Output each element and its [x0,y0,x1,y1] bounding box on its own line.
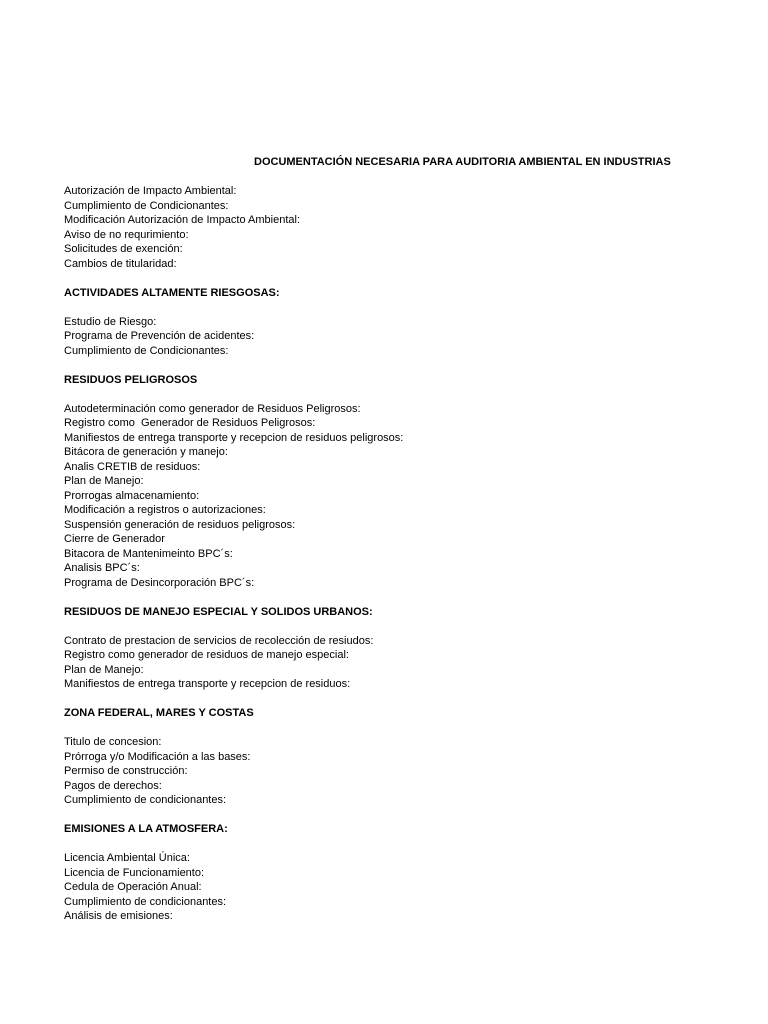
list-item: Cumplimiento de condicionantes: [64,794,227,806]
list-item: Modificación Autorización de Impacto Ambiental: [64,214,301,226]
list-item: Programa de Desincorporación BPC´s: [64,576,255,589]
list-item: Aviso de no requrimiento: [64,228,189,241]
list-item: Pagos de derechos: [64,779,162,792]
list-item: Autodeterminación como generador de Residuos Peligrosos: [64,402,361,415]
list-item: Cumplimiento de Condicionantes: [64,344,229,357]
list-item: Plan de Manejo: [64,663,144,676]
list-item: Permiso de construcción: [64,765,188,777]
list-item: Plan de Manejo: [64,475,144,487]
list-item: Licencia Ambiental Única: [64,852,190,864]
list-item: Prorrogas almacenamiento: [64,489,200,502]
list-item: Contrato de prestacion de servicios de recolección de resiudos: [64,634,374,647]
section-heading: ACTIVIDADES ALTAMENTE RIESGOSAS: [64,286,280,299]
list-item: Análisis de emisiones: [64,910,173,922]
section-heading: RESIDUOS PELIGROSOS [64,373,198,386]
list-item: Titulo de concesion: [64,736,162,748]
section-zona-federal [64,706,744,808]
document-body [64,184,744,924]
list-item: Cumplimiento de condicionantes: [64,895,227,908]
list-item: Cierre de Generador [64,533,165,545]
section-residuos-manejo-especial [64,605,744,692]
list-item: Bitácora de generación y manejo: [64,446,228,458]
list-item: Licencia de Funcionamiento: [64,866,205,879]
section-actividades-riesgosas [64,286,744,359]
list-item: Cedula de Operación Anual: [64,881,202,893]
section-heading: EMISIONES A LA ATMOSFERA: [64,823,228,835]
list-item: Analis CRETIB de residuos: [64,460,201,473]
list-item: Cambios de titularidad: [64,257,177,270]
list-item: Modificación a registros o autorizaciones: [64,504,266,516]
list-item: Estudio de Riesgo: [64,315,157,328]
list-item: Programa de Prevención de acidentes: [64,330,255,342]
section-residuos-peligrosos [64,373,744,591]
document-title: DOCUMENTACIÓN NECESARIA PARA AUDITORIA AMBIENTAL EN INDUSTRIAS [254,156,671,168]
list-item: Registro como generador de residuos de manejo especial: [64,649,349,661]
list-item: Solicitudes de exención: [64,243,183,255]
list-item: Cumplimiento de Condicionantes: [64,199,229,212]
section-emisiones-atmosfera [64,822,744,924]
list-item: Manifiestos de entrega transporte y recepcion de residuos peligrosos: [64,431,404,444]
list-item: Suspensión generación de residuos peligrosos: [64,518,296,531]
list-item: Autorización de Impacto Ambiental: [64,185,237,197]
section-heading: RESIDUOS DE MANEJO ESPECIAL Y SOLIDOS URBANOS: [64,605,373,618]
list-item: Manifiestos de entrega transporte y recepcion de residuos: [64,678,351,690]
list-item: Registro como Generador de Residuos Peligrosos: [64,417,316,429]
section-heading: ZONA FEDERAL, MARES Y COSTAS [64,707,254,719]
list-item: Bitacora de Mantenimeinto BPC´s: [64,547,233,560]
list-item: Prórroga y/o Modificación a las bases: [64,750,251,763]
intro-list [64,184,744,271]
list-item: Analisis BPC´s: [64,562,140,574]
